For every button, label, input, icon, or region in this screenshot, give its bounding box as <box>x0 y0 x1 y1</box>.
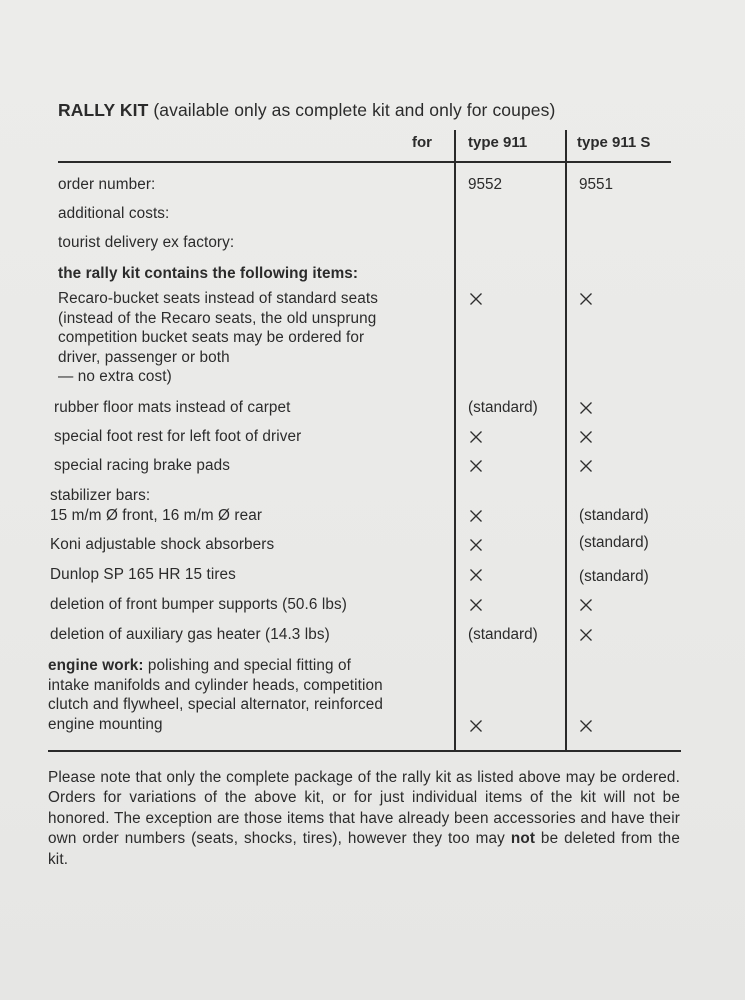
row-label: special racing brake pads <box>54 457 230 474</box>
column-divider-2 <box>565 130 567 751</box>
check-cross-icon <box>579 628 593 642</box>
check-cross-icon <box>579 292 593 306</box>
check-cross-icon <box>469 538 483 552</box>
row-label: deletion of front bumper supports (50.6 lbs) <box>50 596 347 613</box>
heading-subtitle: (available only as complete kit and only for coupes) <box>153 100 556 120</box>
check-cross-icon <box>579 430 593 444</box>
note-bold-not: not <box>510 830 536 848</box>
note-text-1: Please note that only the complete package of the rally kit as listed above may be ordered. Orders for variations of the above kit, or for just individual items of the kit will not be honored. The exception are those items that have already been accessories and have their own order numbers (seats, shocks, tires), however they too may <box>48 769 680 848</box>
cell-type-911: (standard) <box>468 399 538 416</box>
table-bottom-rule <box>48 750 681 752</box>
row-label: tourist delivery ex factory: <box>58 234 235 251</box>
check-cross-icon <box>469 509 483 523</box>
row-label <box>48 656 383 734</box>
check-cross-icon <box>579 719 593 733</box>
row-label: the rally kit contains the following items: <box>58 265 359 282</box>
check-cross-icon <box>469 459 483 473</box>
row-label: deletion of auxiliary gas heater (14.3 lbs) <box>50 626 330 643</box>
check-cross-icon <box>579 459 593 473</box>
cell-type-911s: (standard) <box>579 534 649 551</box>
column-divider-1 <box>454 130 456 751</box>
row-label-bold: engine work: <box>48 657 144 674</box>
note-text-2: be deleted from the kit. <box>48 830 680 868</box>
check-cross-icon <box>469 430 483 444</box>
cell-type-911s: (standard) <box>579 507 649 524</box>
header-for: for <box>412 134 432 151</box>
check-cross-icon <box>469 598 483 612</box>
section-heading <box>58 100 555 121</box>
row-label: special foot rest for left foot of driver <box>54 428 302 445</box>
cell-type-911s: (standard) <box>579 568 649 585</box>
check-cross-icon <box>469 719 483 733</box>
cell-type-911: 9552 <box>468 176 503 193</box>
footnote-paragraph <box>48 768 680 870</box>
header-type-911: type 911 <box>468 134 528 151</box>
row-label: Recaro-bucket seats instead of standard seats (instead of the Recaro seats, the old unsprung competition bucket seats may be ordered for driver, passenger or both — no extra cost) <box>58 290 378 386</box>
row-label: order number: <box>58 176 156 193</box>
header-type-911s: type 911 S <box>577 134 651 151</box>
check-cross-icon <box>579 401 593 415</box>
check-cross-icon <box>469 568 483 582</box>
cell-type-911: (standard) <box>468 626 538 643</box>
row-label: stabilizer bars: 15 m/m Ø front, 16 m/m Ø rear <box>50 487 263 524</box>
row-label: additional costs: <box>58 205 170 222</box>
row-label: Dunlop SP 165 HR 15 tires <box>50 566 236 583</box>
row-label: rubber floor mats instead of carpet <box>54 399 291 416</box>
row-label: Koni adjustable shock absorbers <box>50 536 275 553</box>
row-label-text: polishing and special fitting of intake manifolds and cylinder heads, competition clutch and flywheel, special alternator, reinforced engine mounting <box>48 657 384 733</box>
heading-title: RALLY KIT <box>58 100 149 120</box>
header-rule <box>58 161 671 163</box>
check-cross-icon <box>579 598 593 612</box>
check-cross-icon <box>469 292 483 306</box>
cell-type-911s: 9551 <box>579 176 614 193</box>
